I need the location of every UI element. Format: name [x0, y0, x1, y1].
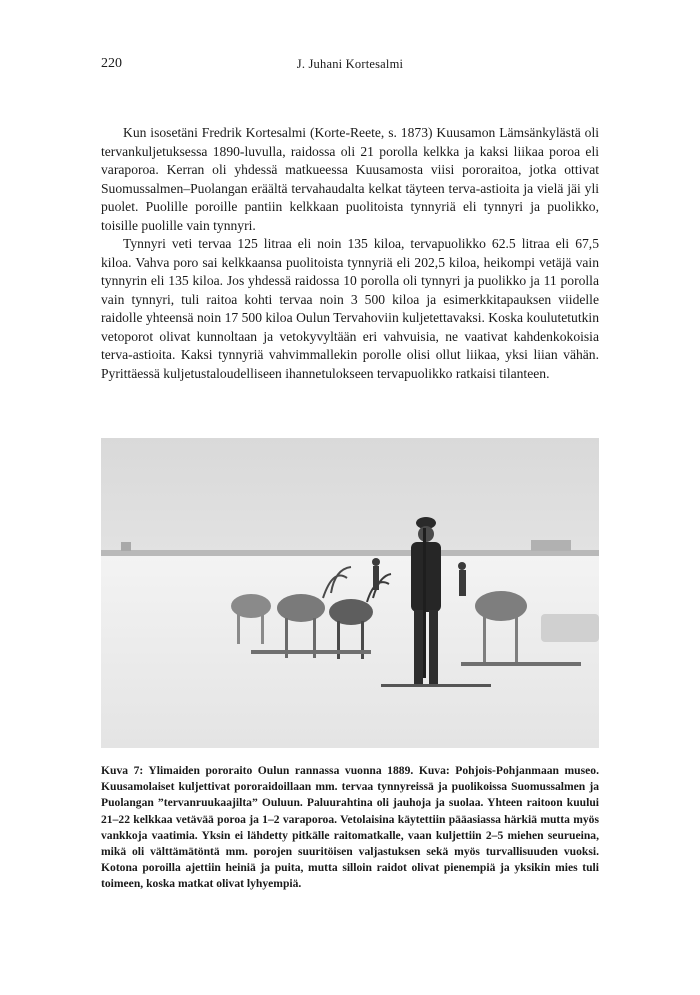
- paragraph-2: Tynnyri veti tervaa 125 litraa eli noin 135 kiloa, tervapuolikko 62.5 litraa eli 67,5 kiloa. Vahva poro sai kelkkaansa puolitoista tynnyriä eli 202,5 kiloa, heikompi vetäjä vain tynnyrin eli 135 kiloa. Jos yhdessä raidossa 10 porolla oli tynnyri ja puolikko ja 11 porolla vain tynnyri, tuli raitoa kohti tervaa noin 3 500 kiloa ja esimerkkitapauksen viidelle raidolle yhteensä noin 17 500 kiloa Oulun Tervahoviin kuljetettavaksi. Koska koulutetutkin vetoporot olivat kunnoltaan ja vetokyvyltään eri vahvuisia, ne vaativat kahdenkokoisia terva-astioita. Kaksi tynnyriä vahvimmallekin porolle olisi ollut liikaa, yksi liian vähän. Pyrittäessä kuljetustaloudelliseen ihannetulokseen tervapuolikko ratkaisi tilanteen.: [101, 236, 599, 381]
- distant-building: [531, 540, 571, 551]
- photo-illustration: [101, 438, 599, 748]
- paragraph-1: Kun isosetäni Fredrik Kortesalmi (Korte-Reete, s. 1873) Kuusamon Lämsänkylästä oli tervankuljetuksessa 1890-luvulla, raidossa oli 21 porolla kelkka ja kaksi liikaa poroa eli varaporoa. Kerran oli yhdessä matkueessa Kuusamosta viisi pororaitoa, jotka ottivat Suomussalmen–Puolangan eräältä tervahaudalta kelkat täyteen terva-astioita ja vielä jäi yli puolet. Puolille poroille pantiin kelkkaan puolitoista tynnyriä eli tynnyri ja puolikko, toisille puolille vain tynnyri.: [101, 125, 599, 233]
- distant-building: [121, 542, 131, 551]
- reindeer-caravan-photo: [101, 438, 599, 748]
- figure-caption: Kuva 7: Ylimaiden pororaito Oulun rannassa vuonna 1889. Kuva: Pohjois-Pohjanmaan museo. Kuusamolaiset kuljettivat pororaidoillaan mm. tervaa tynnyreissä ja puolikoissa Suomussalmen ja Puolangan ”tervanruukaajilta” Ouluun. Paluurahtina oli jauhoja ja suolaa. Yhteen raitoon kuului 21–22 kelkkaa vetävää poroa ja 1–2 varaporoa. Vetolaisina käytettiin pääasiassa härkiä mutta myös vankkoja vaatimia. Yksin ei lähdetty pitkälle raitomatkalle, vaan kuljettiin 2–5 miehen seurueina, mikä oli välttämätöntä mm. porojen suuritöisen valjastuksen sekä myös turvallisuuden vuoksi. Kotona poroilla ajettiin heiniä ja puita, mutta silloin raidot olivat pienempiä ja yksikin mies tuli toimeen, koska matkat olivat lyhyempiä.: [101, 764, 599, 891]
- running-head: J. Juhani Kortesalmi: [296, 57, 404, 71]
- page-number: 220: [101, 56, 122, 71]
- body-text: [101, 124, 599, 383]
